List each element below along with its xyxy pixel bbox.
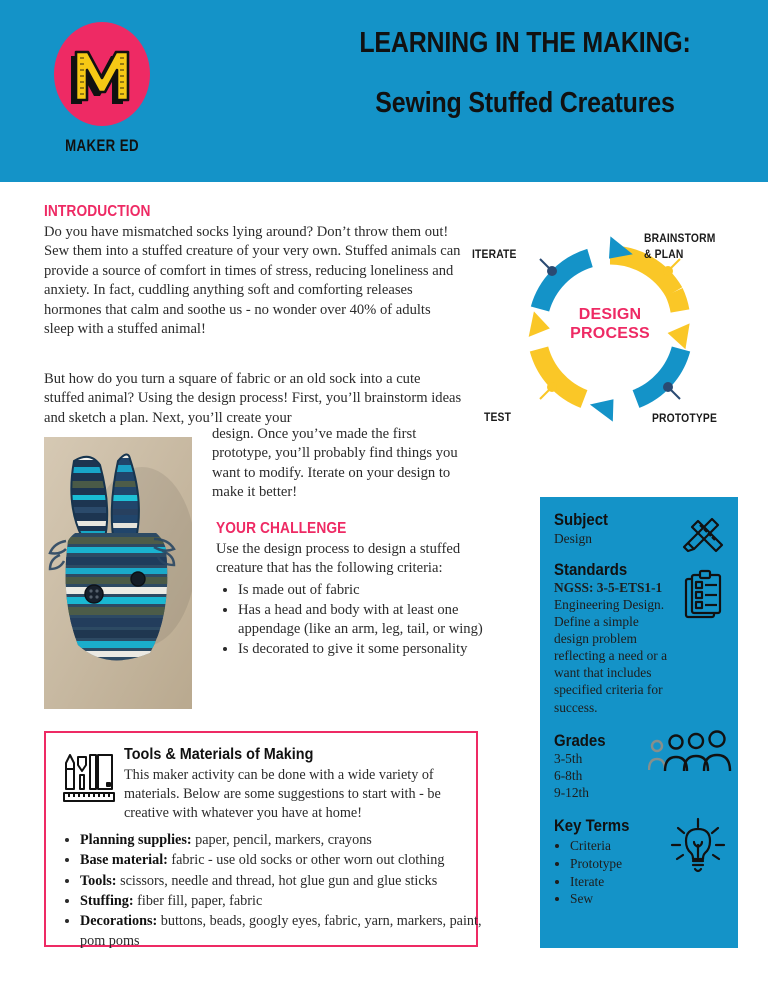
tools-item-value: fiber fill, paper, fabric <box>137 892 263 909</box>
challenge-heading: YOUR CHALLENGE <box>216 520 347 537</box>
challenge-intro: Use the design process to design a stuffed creature that has the following criteria: <box>216 541 461 577</box>
diagram-label-brainstorm <box>644 230 739 262</box>
arrow-test <box>587 395 617 422</box>
sidebar-section-key-terms <box>540 801 738 908</box>
logo-circle <box>54 22 150 126</box>
sidebar-key-terms-heading: Key Terms <box>554 816 630 836</box>
sidebar-grade-value: 9-12th <box>554 785 589 801</box>
list-item: • Prototype <box>570 855 724 873</box>
diagram-label-test: TEST <box>484 410 512 424</box>
introduction-paragraph-2: But how do you turn a square of fabric or an old sock into a cute stuffed animal? Using the design process! First, you’ll brainstorm ideas and sketch a plan. Next, you’ll create your <box>44 371 462 426</box>
list-item: • Has a head and body with at least one appendage (like an arm, leg, tail, or wing) <box>238 601 506 639</box>
tools-heading: Tools & Materials of Making <box>124 746 314 763</box>
tools-item-value: fabric - use old socks or other worn out clothing <box>171 852 445 869</box>
page-title <box>300 28 750 120</box>
sidebar-standards-heading: Standards <box>554 559 628 579</box>
sidebar-subject-value: Design <box>554 530 592 546</box>
arc-test <box>539 349 584 399</box>
tools-intro-text: This maker activity can be done with a wide variety of materials. Below are some suggestions to start with - be creative with whatever you have at home! <box>124 767 441 821</box>
introduction-paragraph-1: Do you have mismatched socks lying around? Don’t throw them out! Sew them into a stuffed creature of your very own. Stuffed animals can provide a source of comfort in times of stress, reducing loneliness and anxiety. In fact, cuddling anything soft and comforting releases hormones that calm and soothe us - no wonder over 40% of adults sleep with a stuffed animal! <box>44 224 461 338</box>
arc-prototype <box>636 349 681 399</box>
diagram-center-line2: PROCESS <box>570 324 650 342</box>
introduction-paragraph-2-wrap: design. Once you’ve made the first prototype, you’ll probably find things you want to modify. Iterate on your design to make it better! <box>212 426 458 501</box>
introduction-heading: INTRODUCTION <box>44 203 151 220</box>
tools-item-value: paper, pencil, markers, crayons <box>195 832 372 848</box>
list-item: • Iterate <box>570 873 724 891</box>
list-item <box>80 892 494 911</box>
sidebar-grades-heading: Grades <box>554 730 606 750</box>
page-title-line1: LEARNING IN THE MAKING: <box>359 27 691 59</box>
tools-materials-box <box>44 731 482 949</box>
design-process-diagram <box>462 222 758 437</box>
list-item <box>80 831 494 850</box>
tools-item-label: Base material: <box>80 852 168 869</box>
button-eye-right <box>131 572 145 586</box>
sidebar-subject-heading: Subject <box>554 510 609 529</box>
diagram-center-label <box>546 306 674 344</box>
sidebar-standards-description: Engineering Design. Define a simple design problem reflecting a need or a want that includes specified criteria for success. <box>554 597 668 715</box>
pencils-notebook-ruler-icon <box>62 749 118 811</box>
introduction-section <box>44 203 464 339</box>
page-title-line2: Sewing Stuffed Creatures <box>375 86 675 119</box>
logo-wordmark: MAKER ED <box>65 136 139 155</box>
page-header <box>0 0 768 182</box>
sidebar-section-grades <box>540 716 738 802</box>
diagram-label-brainstorm-line1: BRAINSTORM <box>644 231 716 245</box>
sidebar-section-subject <box>540 497 738 547</box>
list-item: • Sew <box>570 890 724 908</box>
challenge-section <box>216 520 506 660</box>
logo-m-icon <box>54 22 150 126</box>
diagram-center-line1: DESIGN <box>578 306 642 323</box>
list-item: • Criteria <box>570 837 724 855</box>
list-item <box>80 912 494 951</box>
tools-item-value: scissors, needle and thread, hot glue gun and glue sticks <box>120 872 438 889</box>
diagram-label-prototype: PROTOTYPE <box>652 411 718 425</box>
tools-item-value: buttons, beads, googly eyes, fabric, yarn, markers, paint, pom poms <box>80 913 482 949</box>
list-item: • Is made out of fabric <box>238 581 506 600</box>
sock-creature-photo <box>44 437 192 709</box>
maker-ed-logo <box>46 22 158 156</box>
sock-creature-illustration <box>44 437 192 709</box>
diagram-label-brainstorm-line2: & PLAN <box>644 247 684 262</box>
info-sidebar <box>540 497 738 948</box>
tools-item-label: Decorations: <box>80 913 158 930</box>
diagram-label-iterate: ITERATE <box>472 247 517 261</box>
list-item <box>80 872 494 891</box>
button-eye-left <box>85 585 103 603</box>
list-item <box>80 851 494 870</box>
sidebar-section-standards <box>540 547 738 716</box>
sidebar-standards-code: NGSS: 3-5-ETS1-1 <box>554 580 663 596</box>
tools-item-label: Planning supplies: <box>80 832 192 848</box>
tools-item-label: Tools: <box>80 872 117 889</box>
challenge-criteria-list <box>216 581 506 659</box>
sidebar-grade-value: 6-8th <box>554 768 583 784</box>
tools-item-label: Stuffing: <box>80 892 134 909</box>
sidebar-grade-value: 3-5th <box>554 751 583 767</box>
list-item: • Is decorated to give it some personality <box>238 640 506 659</box>
tools-materials-list <box>56 831 494 952</box>
